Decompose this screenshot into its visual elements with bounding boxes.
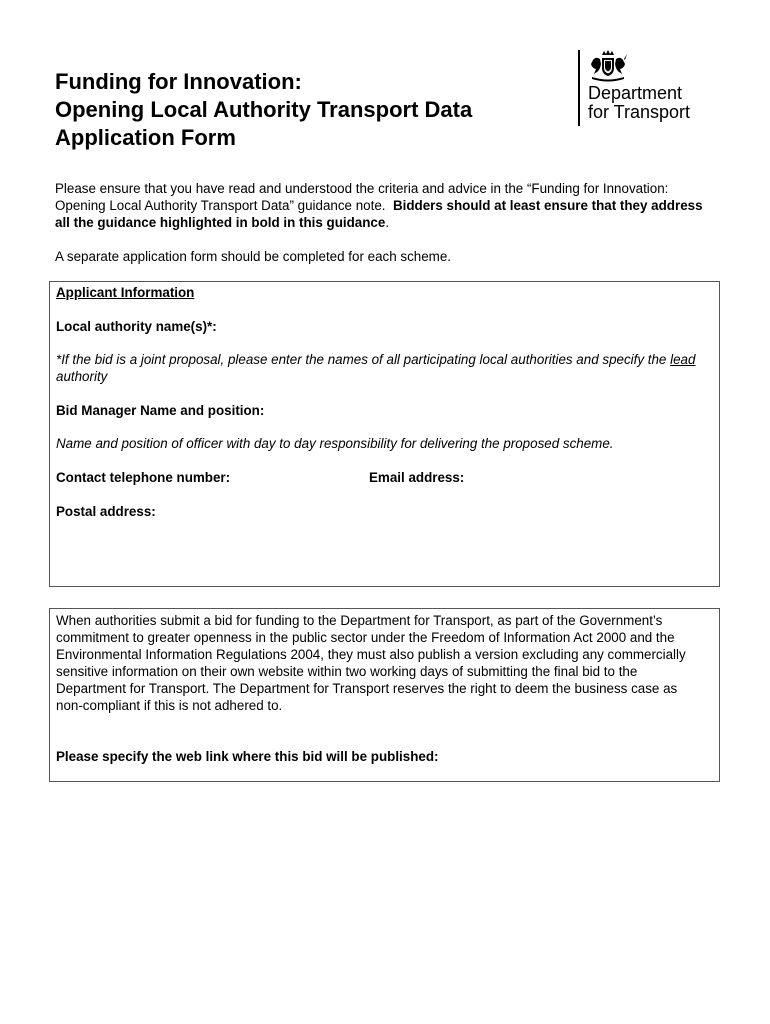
telephone-label: Contact telephone number: [56,470,231,485]
title-line-1: Funding for Innovation: [55,69,302,94]
la-note-lead: lead [670,352,696,367]
separate-form-note: A separate application form should be completed for each scheme. [55,249,451,264]
intro-text: Please ensure that you have read and understood the criteria and advice in the “Funding for Innovation: Opening Local Authority Transport Data” guidance note. [55,181,669,213]
bid-manager-note: Name and position of officer with day to day responsibility for delivering the proposed scheme. [56,436,614,451]
logo-text [588,84,690,122]
intro-bold-text: Bidders should at least ensure that they address all the guidance highlighted in bold in this guidance [55,198,703,230]
local-authority-note [56,351,706,385]
publication-paragraph: When authorities submit a bid for funding to the Department for Transport, as part of the Government’s commitment to greater openness in the public sector under the Freedom of Information Act 2000 and the Environmental Information Regulations 2004, they must also publish a version excluding any commercially sensitive information on their own website within two working days of submitting the final bid to the Department for Transport. The Department for Transport reserves the right to deem the business case as non-compliant if this is not adhered to. [56,613,686,713]
intro-end: . [385,215,390,230]
publication-box [49,608,720,782]
logo-divider [578,50,580,126]
la-note-text: *If the bid is a joint proposal, please enter the names of all participating local authorities and specify the [56,352,667,367]
title-line-3: Application Form [55,125,236,150]
applicant-heading: Applicant Information [56,285,195,300]
local-authority-label: Local authority name(s)*: [56,319,217,334]
email-label: Email address: [369,470,465,485]
bid-manager-label: Bid Manager Name and position: [56,403,265,418]
royal-crest-icon [588,50,628,82]
dft-logo [578,50,728,126]
title-line-2: Opening Local Authority Transport Data [55,97,473,122]
postal-address-label: Postal address: [56,504,156,519]
applicant-information-box [49,281,720,587]
logo-line-2: for Transport [588,102,691,122]
la-note-end: authority [56,369,108,384]
web-link-label: Please specify the web link where this bid will be published: [56,749,439,764]
logo-line-1: Department [588,83,683,103]
page-title [55,68,575,152]
intro-paragraph [55,180,715,231]
